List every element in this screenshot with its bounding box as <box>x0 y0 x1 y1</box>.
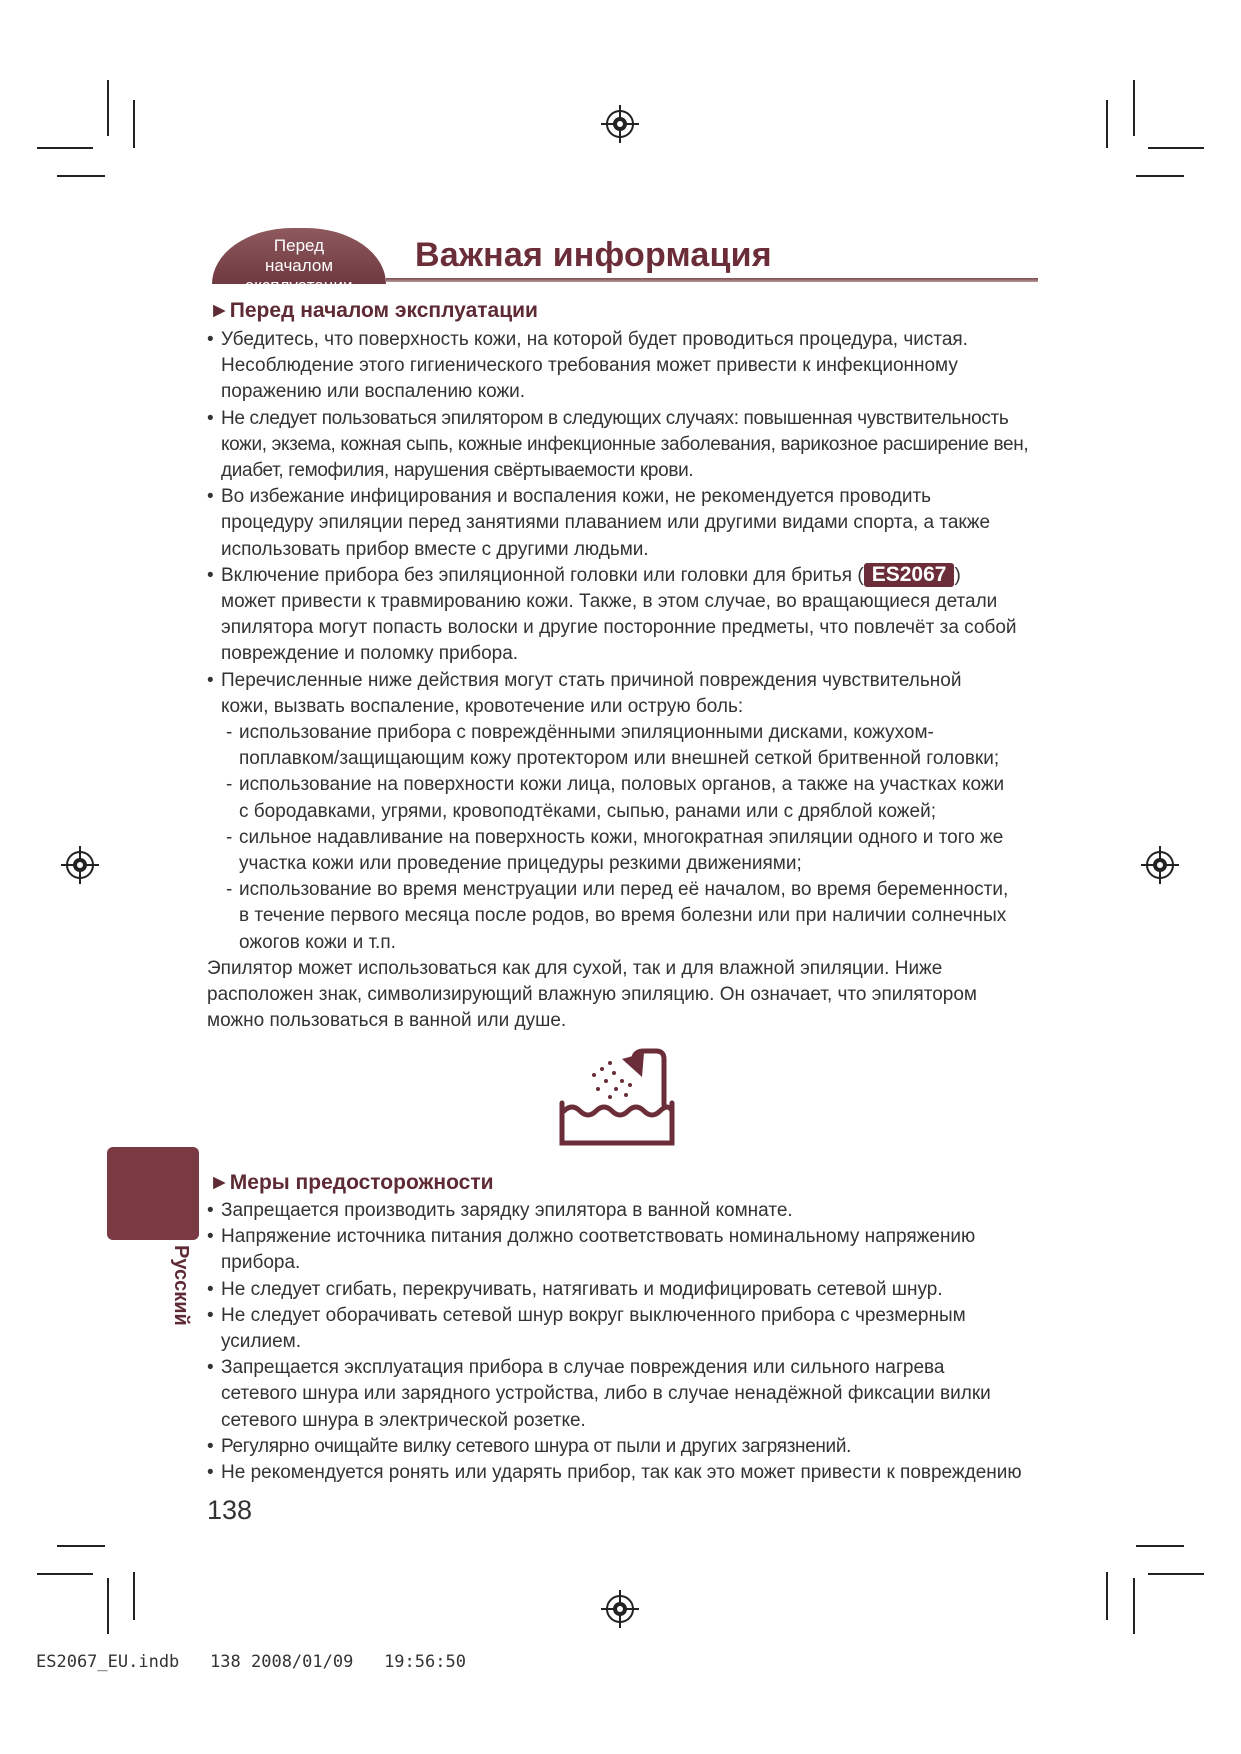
text-line: участка кожи или проведение прицедуры резкими движениями; <box>239 853 802 875</box>
page-title: Важная информация <box>415 236 772 274</box>
crop-mark <box>1136 175 1184 177</box>
text-line: • Запрещается производить зарядку эпилятора в ванной комнате. <box>221 1200 793 1221</box>
crop-mark <box>57 1545 105 1547</box>
text-line: сетевого шнура или зарядного устройства, либо в случае ненадёжной фиксации вилки <box>221 1383 991 1405</box>
crop-mark <box>107 80 109 136</box>
list-item <box>207 563 1047 668</box>
crop-mark <box>107 1578 109 1634</box>
dash-item <box>207 825 1047 877</box>
text-line: можно пользоваться в ванной или душе. <box>207 1010 567 1032</box>
crop-mark <box>37 1573 93 1575</box>
paragraph <box>207 956 1047 1035</box>
text-line: с бородавками, угрями, кровоподтёками, сыпью, ранами или с дряблой кожей; <box>239 800 936 822</box>
crop-mark <box>133 100 135 148</box>
footer-page: 138 <box>210 1652 241 1672</box>
text-line: поплавком/защищающим кожу протектором или внешней сеткой бритвенной головки; <box>239 748 1000 770</box>
text-line: • Не рекомендуется ронять или ударять прибор, так как это может привести к повреждению <box>221 1462 1022 1484</box>
page-number: 138 <box>207 1495 253 1525</box>
text-line: может привести к травмированию кожи. Также, в этом случае, во вращающиеся детали <box>221 591 998 613</box>
dash-item <box>207 877 1047 956</box>
list-item <box>207 668 1047 720</box>
text-line: - сильное надавливание на поверхность кожи, многократная эпиляции одного и того же <box>239 826 1004 848</box>
text-line: прибора. <box>221 1252 301 1274</box>
text-line: • Напряжение источника питания должно соответствовать номинальному напряжению <box>221 1226 976 1248</box>
text-line: процедуру эпиляции перед занятиями плаванием или другими видами спорта, а также <box>221 512 991 534</box>
footer-file: ES2067_EU.indb <box>36 1652 180 1672</box>
text-line: • Перечисленные ниже действия могут стать причиной повреждения чувствительной <box>221 669 962 691</box>
text-line: • Убедитесь, что поверхность кожи, на которой будет проводиться процедура, чистая. <box>221 329 968 350</box>
text-line: кожи, экзема, кожная сыпь, кожные инфекционные заболевания, варикозное расширение вен, <box>221 433 1029 455</box>
section-tab <box>212 228 386 295</box>
crop-mark <box>1133 1578 1135 1634</box>
text-fragment: ) <box>954 564 961 586</box>
section-heading: ►Перед началом эксплуатации <box>209 299 538 322</box>
crop-mark <box>1106 1572 1108 1620</box>
list-item <box>207 484 1047 563</box>
list-item <box>207 1224 1047 1276</box>
list-item <box>207 1355 1047 1434</box>
language-tab <box>107 1147 199 1240</box>
crop-mark <box>1148 147 1204 149</box>
list-item <box>207 1303 1047 1355</box>
text-line: кожи, вызвать воспаление, кровотечение или острую боль: <box>221 695 744 717</box>
text-line: • Во избежание инфицирования и воспаления кожи, не рекомендуется проводить <box>221 486 932 508</box>
list-item <box>207 1277 1047 1303</box>
section2-body <box>207 1198 1047 1486</box>
text-line: расположен знак, символизирующий влажную эпиляцию. Он означает, что эпилятором <box>207 984 977 1006</box>
dash-item <box>207 772 1047 824</box>
text-line: - использование прибора с повреждёнными эпиляционными дисками, кожухом- <box>239 722 934 744</box>
tab-line-2: началом эксплуатации <box>245 256 353 295</box>
crop-mark <box>1136 1545 1184 1547</box>
crop-mark <box>1148 1573 1204 1575</box>
list-item <box>207 1434 1047 1460</box>
text-line <box>221 563 1047 589</box>
list-item <box>207 1460 1047 1486</box>
crop-mark <box>133 1572 135 1620</box>
registration-mark-icon <box>601 105 639 143</box>
crop-mark <box>57 175 105 177</box>
text-line: • Не следует сгибать, перекручивать, натягивать и модифицировать сетевой шнур. <box>221 1278 943 1300</box>
list-item <box>207 1198 1047 1224</box>
crop-mark <box>1106 100 1108 148</box>
tab-line-1: Перед <box>273 236 325 255</box>
list-item <box>207 327 1047 406</box>
text-line: диабет, гемофилия, нарушения свёртываемости крови. <box>221 460 694 482</box>
text-line: повреждение и поломку прибора. <box>221 643 519 665</box>
text-line: Несоблюдение этого гигиенического требования может привести к инфекционному <box>221 355 958 377</box>
text-line: • Не следует оборачивать сетевой шнур вокруг выключенного прибора с чрезмерным <box>221 1304 966 1326</box>
list-item <box>207 406 1047 485</box>
model-badge: ES2067 <box>864 563 955 587</box>
text-line: - использование на поверхности кожи лица, половых органов, а также на участках кожи <box>239 774 1005 796</box>
text-line: • Регулярно очищайте вилку сетевого шнура от пыли и других загрязнений. <box>221 1435 852 1457</box>
registration-mark-icon <box>1141 846 1179 884</box>
title-underline <box>386 278 1038 282</box>
registration-mark-icon <box>61 846 99 884</box>
text-fragment: Включение прибора без эпиляционной головки или головки для бритья ( <box>221 564 864 586</box>
text-line: усилием. <box>221 1331 302 1353</box>
text-line: ожогов кожи и т.п. <box>239 931 396 953</box>
print-footer <box>36 1652 466 1672</box>
text-line: Эпилятор может использоваться как для сухой, так и для влажной эпиляции. Ниже <box>207 957 943 979</box>
footer-time: 19:56:50 <box>384 1652 466 1672</box>
registration-mark-icon <box>601 1590 639 1628</box>
section1-body <box>207 327 1047 1034</box>
shower-bath-icon <box>558 1045 682 1149</box>
language-label: Русский <box>170 1245 192 1326</box>
footer-date: 2008/01/09 <box>250 1652 354 1672</box>
crop-mark <box>1133 80 1135 136</box>
text-line: • Запрещается эксплуатация прибора в случае повреждения или сильного нагрева <box>221 1357 945 1379</box>
text-line: использовать прибор вместе с другими людьми. <box>221 538 649 560</box>
section-heading: ►Меры предосторожности <box>209 1171 494 1194</box>
text-line: - использование во время менструации или перед её началом, во время беременности, <box>239 879 1009 901</box>
text-line: эпилятора могут попасть волоски и другие посторонние предметы, что повлечёт за собой <box>221 617 1017 639</box>
text-line: поражению или воспалению кожи. <box>221 381 526 403</box>
text-line: • Не следует пользоваться эпилятором в следующих случаях: повышенная чувствительность <box>221 407 1009 429</box>
text-line: в течение первого месяца после родов, во время болезни или при наличии солнечных <box>239 905 1007 927</box>
text-line: сетевого шнура в электрической розетке. <box>221 1409 586 1431</box>
crop-mark <box>37 147 93 149</box>
dash-item <box>207 720 1047 772</box>
